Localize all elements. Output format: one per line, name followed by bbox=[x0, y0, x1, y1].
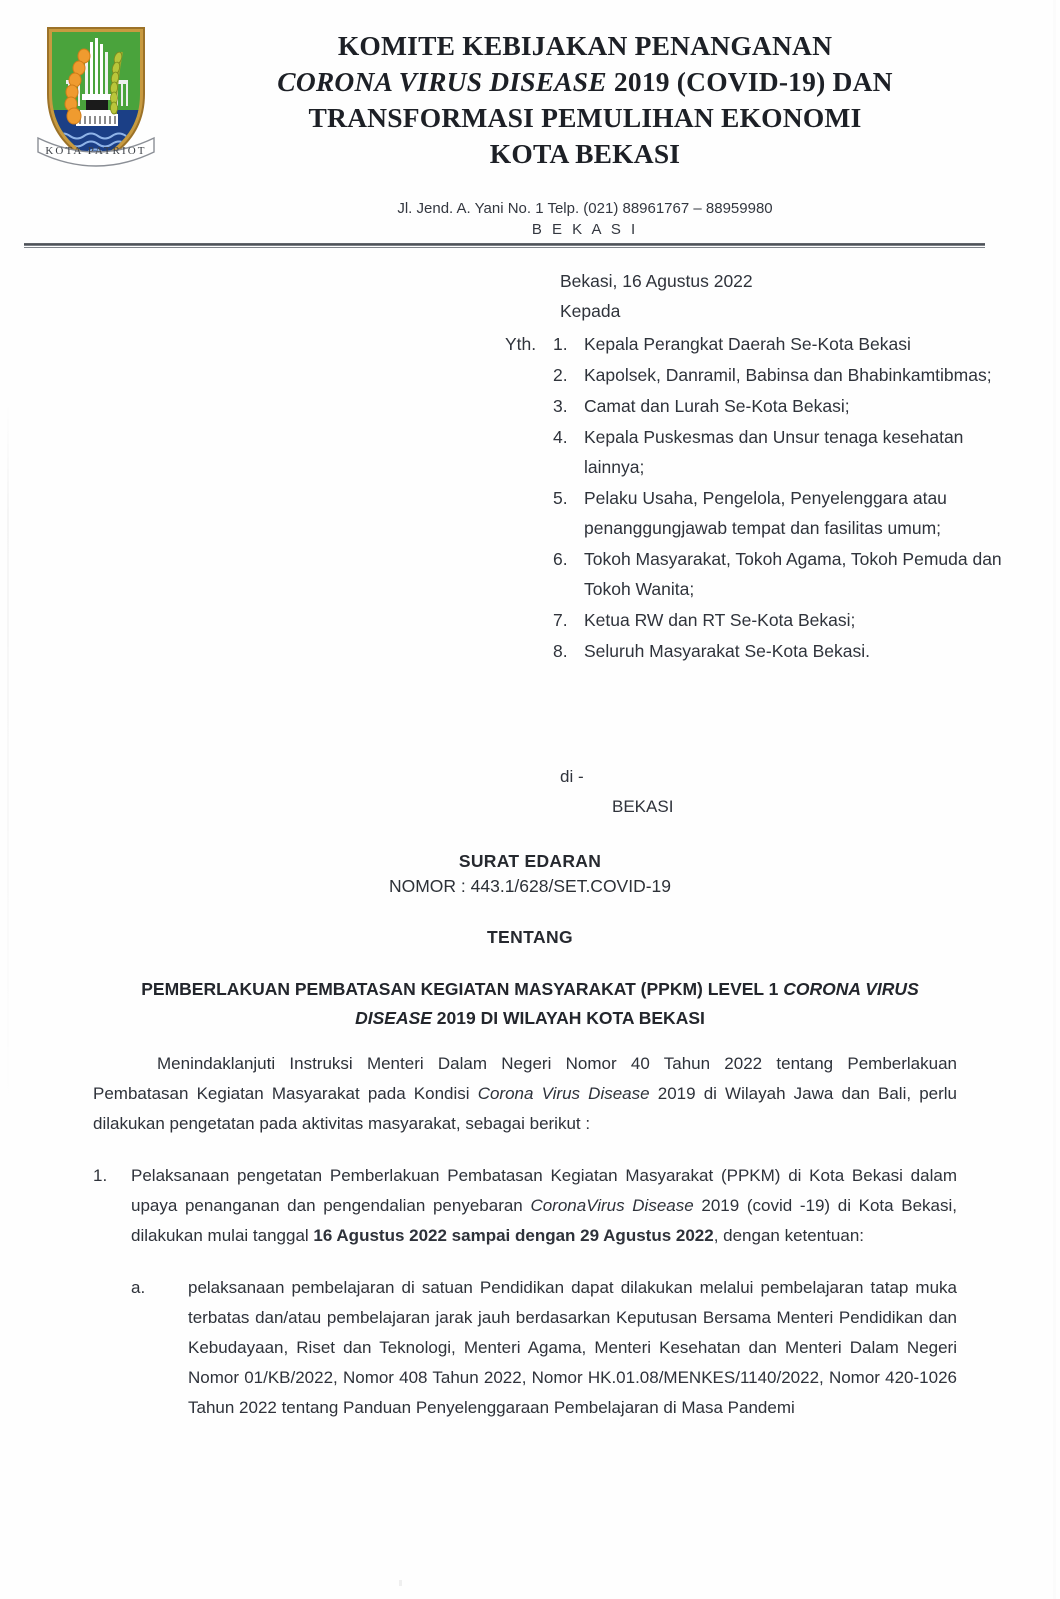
kepada-label: Kepada bbox=[560, 301, 621, 321]
item-1-text-a: Pelaksanaan pengetatan Pemberlakuan Pembatasan Kegiatan Masyarakat (PPKM) di Kota Bekasi dalam upaya penanganan dan pengendalian penyebaran bbox=[131, 1166, 957, 1215]
bekasi-city-crest-logo bbox=[30, 18, 162, 180]
document-body bbox=[93, 1049, 957, 1423]
letterhead-city-line: B E K A S I bbox=[531, 221, 639, 238]
document-subject bbox=[80, 975, 980, 1033]
letterhead-title-line-4: KOTA BEKASI bbox=[489, 138, 681, 169]
letterhead-title-line-2 bbox=[175, 64, 995, 100]
item-1-italic: CoronaVirus Disease bbox=[530, 1196, 694, 1215]
item-1-text-b: 2019 (covid -19) di Kota Bekasi, dilakukan mulai tanggal bbox=[131, 1196, 958, 1245]
sub-item-a bbox=[93, 1273, 957, 1423]
numbered-item-1 bbox=[93, 1161, 957, 1251]
scan-artifact-right-edge bbox=[1053, 0, 1056, 1599]
letterhead-title-line-2-italic: CORONA VIRUS DISEASE bbox=[277, 66, 607, 97]
letterhead-title-line-1: KOMITE KEBIJAKAN PENANGANAN bbox=[337, 30, 833, 61]
recipient-number: 5. bbox=[553, 488, 568, 508]
recipient-text: Kepala Puskesmas dan Unsur tenaga kesehatan lainnya; bbox=[584, 427, 964, 477]
document-number: NOMOR : 443.1/628/SET.COVID-19 bbox=[388, 876, 672, 896]
intro-text-a: Menindaklanjuti Instruksi Menteri Dalam Negeri Nomor 40 Tahun 2022 tentang Pemberlakuan Pembatasan Kegiatan Masyarakat pada Kondisi bbox=[93, 1054, 957, 1103]
recipient-number: 2. bbox=[553, 365, 568, 385]
list-item bbox=[505, 422, 1005, 482]
recipient-number: 8. bbox=[553, 641, 568, 661]
subject-italic-1: CORONA VIRUS DISEASE bbox=[355, 979, 919, 1028]
recipient-list bbox=[505, 329, 1005, 666]
intro-paragraph bbox=[93, 1049, 957, 1139]
yth-label: Yth. bbox=[505, 334, 537, 354]
list-item bbox=[505, 483, 1005, 543]
list-item bbox=[505, 605, 1005, 635]
intro-italic: Corona Virus Disease bbox=[477, 1084, 650, 1103]
list-item bbox=[505, 544, 1005, 604]
document-title-block bbox=[80, 849, 980, 1033]
document-type-title: SURAT EDARAN bbox=[458, 851, 602, 871]
divider-rule-thick bbox=[24, 243, 985, 246]
subject-part-2: 2019 DI WILAYAH KOTA BEKASI bbox=[431, 1008, 705, 1028]
recipient-text: Seluruh Masyarakat Se-Kota Bekasi. bbox=[584, 641, 870, 661]
recipient-text: Kapolsek, Danramil, Babinsa dan Bhabinkamtibmas; bbox=[584, 365, 992, 385]
addressee-block bbox=[505, 266, 1005, 667]
recipient-text: Ketua RW dan RT Se-Kota Bekasi; bbox=[584, 610, 856, 630]
letterhead-title-line-2-rest: 2019 (COVID-19) DAN bbox=[606, 66, 893, 97]
list-item bbox=[505, 391, 1005, 421]
list-item bbox=[505, 360, 1005, 390]
recipient-number: 1. bbox=[553, 334, 568, 354]
scan-speck bbox=[399, 1580, 402, 1586]
letterhead-titles bbox=[175, 28, 995, 172]
item-1-marker: 1. bbox=[93, 1166, 108, 1185]
item-1-bold-dates: 16 Agustus 2022 sampai dengan 29 Agustus 2022 bbox=[313, 1226, 714, 1245]
recipient-number: 6. bbox=[553, 549, 568, 569]
list-item bbox=[505, 329, 1005, 359]
item-1-text bbox=[131, 1161, 957, 1251]
letterhead-address-line: Jl. Jend. A. Yani No. 1 Telp. (021) 88961767 – 88959980 bbox=[397, 200, 773, 217]
recipient-number: 4. bbox=[553, 427, 568, 447]
letterhead-title-line-3: TRANSFORMASI PEMULIHAN EKONOMI bbox=[308, 102, 862, 133]
recipient-number: 3. bbox=[553, 396, 568, 416]
recipient-text: Kepala Perangkat Daerah Se-Kota Bekasi bbox=[584, 334, 911, 354]
item-1-text-c: , dengan ketentuan: bbox=[713, 1226, 864, 1245]
crest-motto-text: KOTA PATRIOT bbox=[45, 145, 147, 157]
scan-artifact-left-edge bbox=[7, 0, 9, 1599]
subject-part-1: PEMBERLAKUAN PEMBATASAN KEGIATAN MASYARAKAT (PPKM) LEVEL 1 bbox=[141, 979, 784, 999]
recipient-number: 7. bbox=[553, 610, 568, 630]
letterhead bbox=[0, 0, 1060, 238]
recipient-text: Pelaku Usaha, Pengelola, Penyelenggara atau penanggungjawab tempat dan fasilitas umum; bbox=[584, 488, 947, 538]
letterhead-address-block bbox=[175, 198, 995, 240]
recipient-text: Tokoh Masyarakat, Tokoh Agama, Tokoh Pemuda dan Tokoh Wanita; bbox=[584, 549, 1002, 599]
delivery-location-block bbox=[560, 762, 673, 822]
intro-text-b: 2019 di Wilayah Jawa dan Bali, perlu dilakukan pengetatan pada aktivitas masyarakat, sebagai berikut : bbox=[93, 1084, 958, 1133]
list-item bbox=[505, 636, 1005, 666]
di-label: di - bbox=[560, 767, 584, 786]
di-city: BEKASI bbox=[612, 797, 674, 816]
divider-rule-thin bbox=[24, 247, 985, 248]
letterhead-divider-rule bbox=[24, 243, 985, 248]
letter-date: Bekasi, 16 Agustus 2022 bbox=[560, 271, 753, 291]
tentang-label: TENTANG bbox=[486, 927, 574, 947]
recipient-text: Camat dan Lurah Se-Kota Bekasi; bbox=[584, 396, 850, 416]
sub-item-a-marker: a. bbox=[131, 1278, 146, 1297]
sub-item-a-text: pelaksanaan pembelajaran di satuan Pendidikan dapat dilakukan melalui pembelajaran tatap muka terbatas dan/atau pembelajaran jarak jauh berdasarkan Keputusan Bersama Menteri Pendidikan dan Kebudayaan, Riset dan Teknologi, Menteri Agama, Menteri Kesehatan dan Menteri Dalam Negeri Nomor 01/KB/2022, Nomor 408 Tahun 2022, Nomor HK.01.08/MENKES/1140/2022, Nomor 420-1026 Tahun 2022 tentang Panduan Penyelenggaraan Pembelajaran di Masa Pandemi bbox=[188, 1278, 957, 1417]
